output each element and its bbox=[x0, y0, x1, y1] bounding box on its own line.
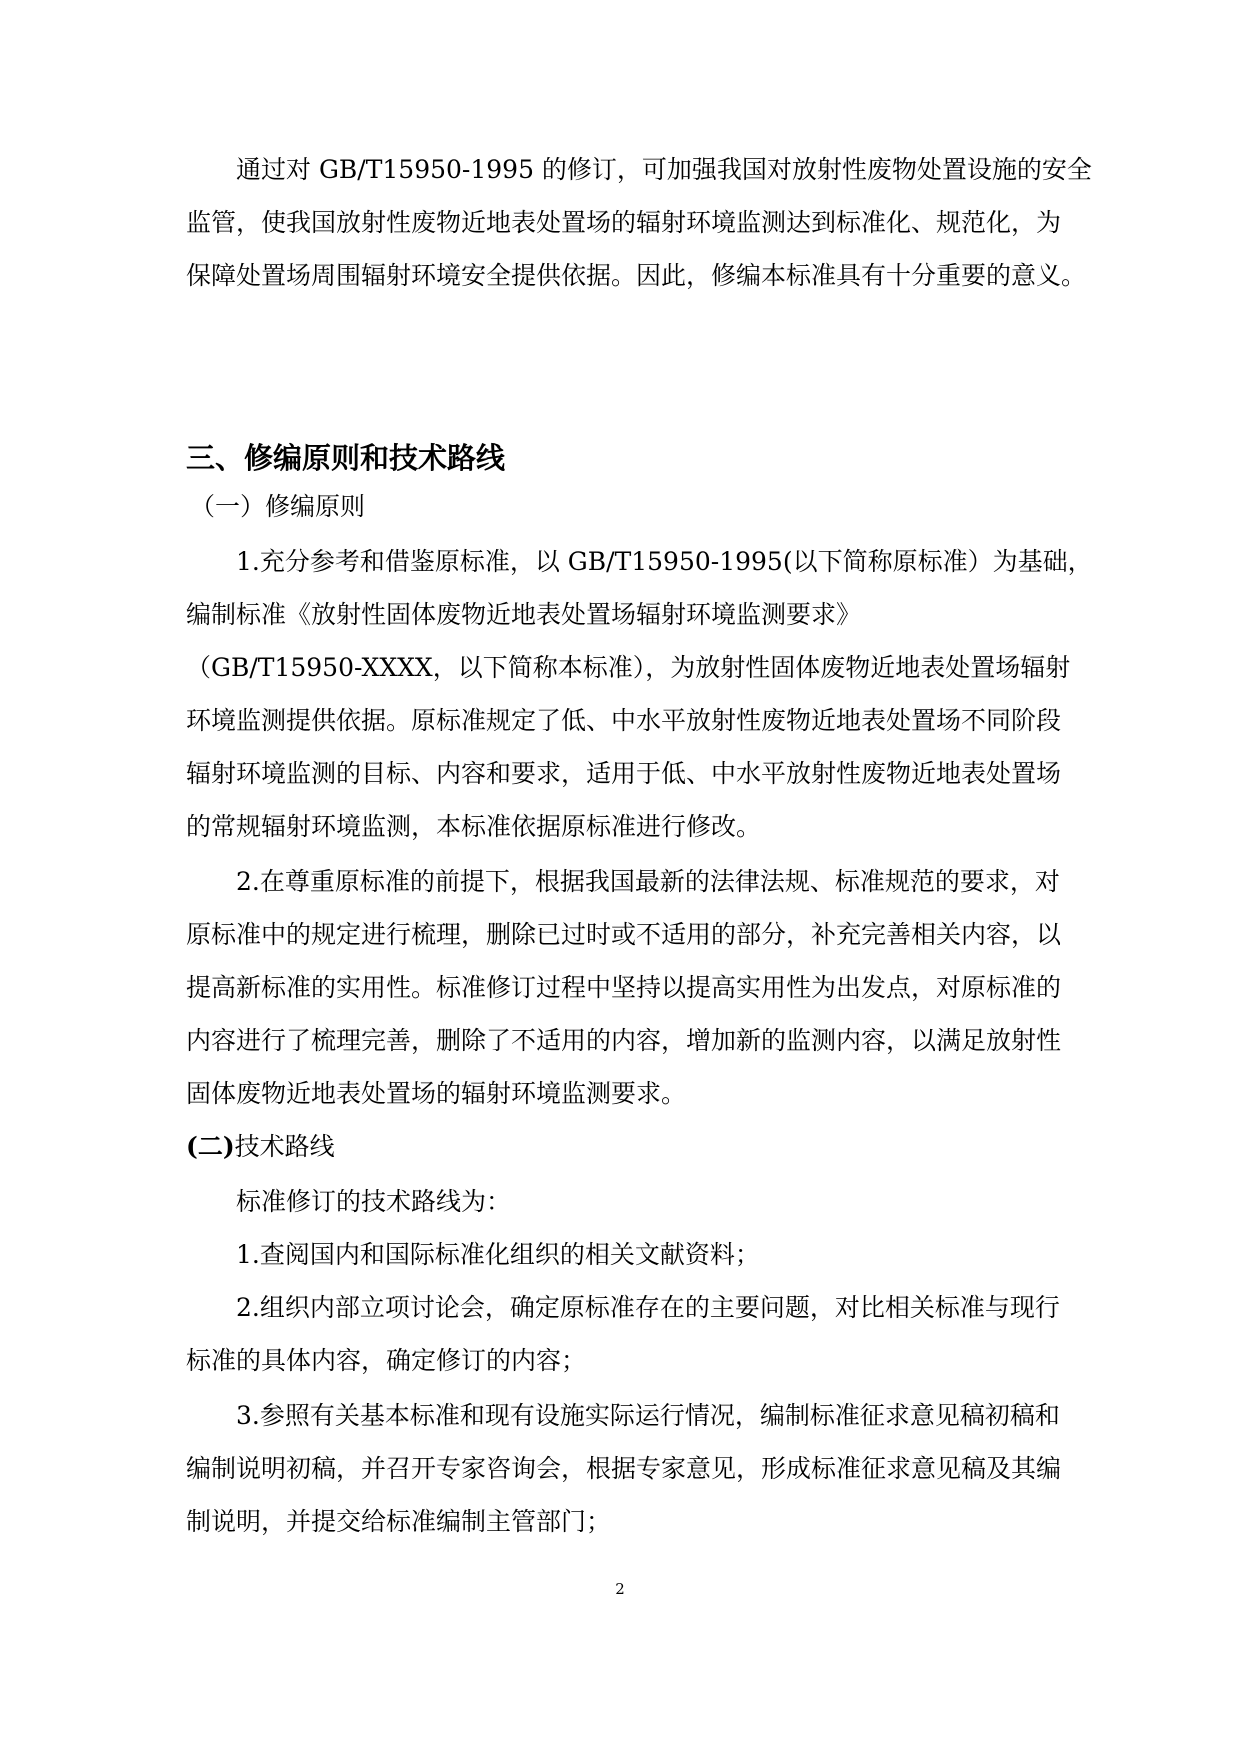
page-number: 2 bbox=[615, 1580, 625, 1598]
principle-item-1-line: （GB/T15950-XXXX，以下简称本标准），为放射性固体废物近地表处置场辐射 bbox=[186, 653, 1071, 682]
principle-item-1-line: 的常规辐射环境监测，本标准依据原标准进行修改。 bbox=[186, 812, 762, 841]
principle-item-1-line: 编制标准《放射性固体废物近地表处置场辐射环境监测要求》 bbox=[186, 600, 862, 629]
principle-item-2-line: 原标准中的规定进行梳理，删除已过时或不适用的部分，补充完善相关内容，以 bbox=[186, 920, 1062, 949]
principle-item-2-line: 固体废物近地表处置场的辐射环境监测要求。 bbox=[186, 1079, 687, 1108]
route-item-2-line: 2.组织内部立项讨论会，确定原标准存在的主要问题，对比相关标准与现行 bbox=[236, 1293, 1060, 1322]
subsection-heading-route bbox=[186, 1131, 335, 1163]
subsection-route-title: 技术路线 bbox=[234, 1132, 335, 1161]
principle-item-1-line: 辐射环境监测的目标、内容和要求，适用于低、中水平放射性废物近地表处置场 bbox=[186, 759, 1062, 788]
principle-item-2-line: 提高新标准的实用性。标准修订过程中坚持以提高实用性为出发点，对原标准的 bbox=[186, 973, 1062, 1002]
principle-item-2-line: 2.在尊重原标准的前提下，根据我国最新的法律法规、标准规范的要求，对 bbox=[236, 867, 1060, 896]
route-item-3-line: 3.参照有关基本标准和现有设施实际运行情况，编制标准征求意见稿初稿和 bbox=[236, 1401, 1060, 1430]
route-item-1: 1.查阅国内和国际标准化组织的相关文献资料； bbox=[236, 1240, 760, 1269]
paragraph-line: 保障处置场周围辐射环境安全提供依据。因此，修编本标准具有十分重要的意义。 bbox=[186, 261, 1087, 290]
route-item-3-line: 制说明，并提交给标准编制主管部门； bbox=[186, 1507, 612, 1536]
route-intro: 标准修订的技术路线为： bbox=[236, 1187, 512, 1216]
paragraph-line: 监管，使我国放射性废物近地表处置场的辐射环境监测达到标准化、规范化，为 bbox=[186, 208, 1062, 237]
section-heading: 三、修编原则和技术路线 bbox=[186, 441, 506, 475]
subsection-route-number: (二) bbox=[186, 1132, 235, 1161]
principle-item-1-line: 1.充分参考和借鉴原标准，以 GB/T15950-1995(以下简称原标准）为基础， bbox=[236, 547, 1093, 576]
route-item-2-line: 标准的具体内容，确定修订的内容； bbox=[186, 1346, 587, 1375]
principle-item-1-line: 环境监测提供依据。原标准规定了低、中水平放射性废物近地表处置场不同阶段 bbox=[186, 706, 1062, 735]
subsection-heading-principles: （一）修编原则 bbox=[190, 492, 366, 521]
route-item-3-line: 编制说明初稿，并召开专家咨询会，根据专家意见，形成标准征求意见稿及其编 bbox=[186, 1454, 1062, 1483]
principle-item-2-line: 内容进行了梳理完善，删除了不适用的内容，增加新的监测内容，以满足放射性 bbox=[186, 1026, 1062, 1055]
paragraph-line: 通过对 GB/T15950-1995 的修订，可加强我国对放射性废物处置设施的安全 bbox=[236, 155, 1092, 184]
